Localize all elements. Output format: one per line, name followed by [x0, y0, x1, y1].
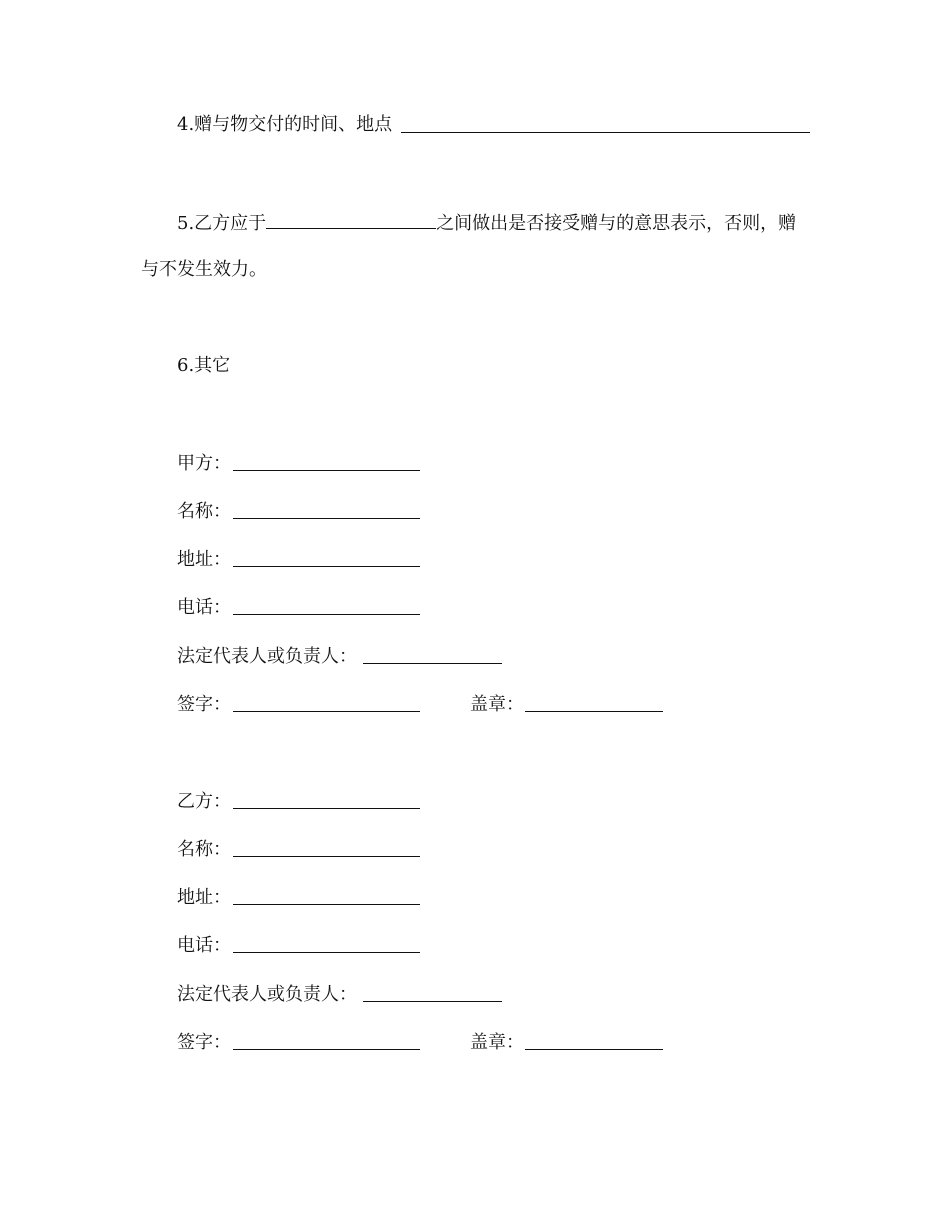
party-b-phone-row [177, 935, 231, 957]
clause-6 [177, 355, 230, 377]
party-a-sign-label: 签字： [177, 694, 231, 715]
party-a-address-label: 地址： [177, 549, 231, 570]
party-a-rep-row [177, 646, 357, 668]
clause-4-text: 4.赠与物交付的时间、地点 [177, 114, 393, 135]
party-a-seal-label: 盖章： [470, 694, 524, 715]
clause-6-text: 6.其它 [177, 355, 231, 376]
party-b-sign-row [177, 1032, 231, 1054]
party-b-rep-label: 法定代表人或负责人： [177, 984, 357, 1005]
party-a-address-field[interactable] [233, 566, 420, 567]
party-b-heading: 乙方： [177, 791, 231, 812]
party-a-phone-label: 电话： [177, 597, 231, 618]
clause-5-text-b: 之间做出是否接受赠与的意思表示，否则，赠 [436, 213, 797, 234]
party-b-sign-field[interactable] [233, 1049, 420, 1050]
clause-5-blank[interactable] [266, 210, 436, 229]
party-b-address-field[interactable] [233, 904, 420, 905]
clause-5-text-c: 与不发生效力。 [141, 259, 267, 280]
party-b-name-label: 名称： [177, 839, 231, 860]
party-b-sign-label: 签字： [177, 1032, 231, 1053]
party-b-phone-label: 电话： [177, 935, 231, 956]
party-a-sign-row [177, 694, 231, 716]
party-b-heading-row [177, 791, 231, 813]
party-b-field[interactable] [233, 808, 420, 809]
party-a-heading: 甲方： [177, 453, 231, 474]
party-a-name-label: 名称： [177, 501, 231, 522]
party-a-phone-row [177, 597, 231, 619]
clause-4 [177, 114, 392, 136]
party-b-name-field[interactable] [233, 856, 420, 857]
party-a-seal-row [470, 694, 524, 716]
party-a-name-row [177, 501, 231, 523]
party-b-seal-row [470, 1032, 524, 1054]
party-b-seal-field[interactable] [525, 1049, 663, 1050]
party-a-seal-field[interactable] [525, 711, 663, 712]
party-b-rep-field[interactable] [363, 1001, 502, 1002]
party-b-seal-label: 盖章： [470, 1032, 524, 1053]
clause-4-blank[interactable] [401, 132, 810, 133]
party-a-rep-field[interactable] [363, 663, 502, 664]
party-a-rep-label: 法定代表人或负责人： [177, 646, 357, 667]
clause-5-continued [141, 259, 267, 281]
clause-5-text-a: 5.乙方应于 [177, 213, 267, 234]
party-b-phone-field[interactable] [233, 952, 420, 953]
party-a-phone-field[interactable] [233, 614, 420, 615]
party-a-sign-field[interactable] [233, 711, 420, 712]
party-b-rep-row [177, 984, 357, 1006]
party-b-address-row [177, 887, 231, 909]
party-b-name-row [177, 839, 231, 861]
party-a-heading-row [177, 453, 231, 475]
party-a-name-field[interactable] [233, 518, 420, 519]
clause-5 [177, 210, 796, 235]
party-a-address-row [177, 549, 231, 571]
party-a-field[interactable] [233, 470, 420, 471]
party-b-address-label: 地址： [177, 887, 231, 908]
